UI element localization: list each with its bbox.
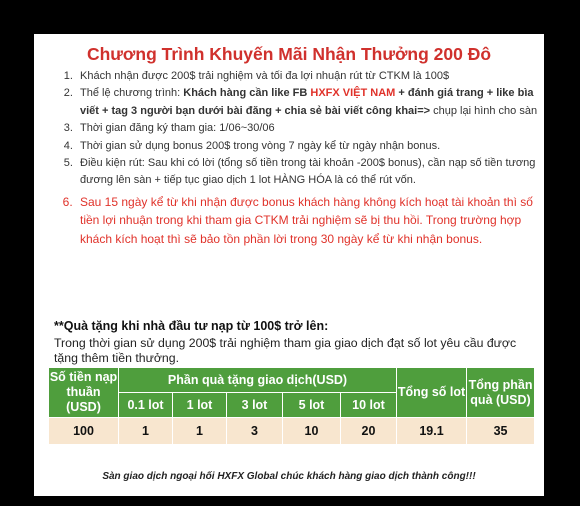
cell-gift: 1: [173, 418, 227, 445]
cell-gift: 3: [227, 418, 283, 445]
header-lot: 3 lot: [227, 393, 283, 418]
page-title: Chương Trình Khuyến Mãi Nhận Thưởng 200 Đô: [86, 44, 492, 64]
rule-item-6: 6. Sau 15 ngày kể từ khi nhận được bonus khách hàng không kích hoạt tài khoản thì số tiền lợi nhuận trong khi tham gia CTKM trải nghiệm sẽ bị thu hồi. Trong trường hợp khách kích hoạt thì sẽ bảo tồn phần lời trong 30 ngày kể từ khi nhận bonus.: [76, 193, 554, 249]
cell-gift: 1: [119, 418, 173, 445]
rules-list: [48, 68, 554, 249]
rule-item-1: 1. Khách nhận được 200$ trải nghiệm và tối đa lợi nhuận rút từ CTKM là 100$: [76, 68, 554, 85]
rule-item-2: [76, 85, 554, 120]
gift-table: [48, 367, 535, 445]
brand-name: HXFX VIỆT NAM: [310, 87, 396, 100]
cell-total-gift: 35: [467, 418, 535, 445]
header-total-gift: Tổng phần quà (USD): [467, 368, 535, 418]
footer-message: Sàn giao dịch ngoại hối HXFX Global chúc khách hàng giao dịch thành công!!!: [102, 471, 476, 482]
rule-2-prefix: Thể lệ chương trình:: [80, 87, 184, 100]
promo-card: [34, 34, 544, 496]
rule-item-5: 5. Điều kiện rút: Sau khi có lời (tổng số tiền trong tài khoản -200$ bonus), cần nạp số tiền tương đương lên sàn + tiếp tục giao dịch 1 lot HÀNG HÓA là có thể rút vốn.: [76, 155, 554, 190]
cell-gift: 10: [283, 418, 341, 445]
header-lot: 0.1 lot: [119, 393, 173, 418]
gift-section-title: **Quà tặng khi nhà đầu tư nạp từ 100$ trở lên:: [54, 319, 329, 333]
header-lot: 5 lot: [283, 393, 341, 418]
table-row: [49, 418, 535, 445]
cell-gift: 20: [341, 418, 397, 445]
cell-deposit: 100: [49, 418, 119, 445]
rule-item-3: 3. Thời gian đăng ký tham gia: 1/06~30/06: [76, 120, 554, 137]
rule-2-bold-start: Khách hàng cần like FB: [183, 87, 311, 100]
header-total-lot: Tổng số lot: [397, 368, 467, 418]
rule-2-bold-end: + đánh giá trang + like bìa viết + tag 3 người bạn dưới bài đăng + chia sẻ bài viết công khai=>: [80, 87, 534, 117]
header-lot: 1 lot: [173, 393, 227, 418]
header-gift-group: Phần quà tặng giao dịch(USD): [119, 368, 397, 393]
rule-2-suffix: chụp lại hình cho sàn: [430, 104, 538, 117]
cell-total-lot: 19.1: [397, 418, 467, 445]
header-deposit: Số tiền nạp thuần (USD): [49, 368, 119, 418]
header-lot: 10 lot: [341, 393, 397, 418]
gift-section-description: Trong thời gian sử dụng 200$ trải nghiệm tham gia giao dịch đạt số lot yêu cầu được tặng thêm tiền thưởng.: [54, 336, 517, 365]
rule-item-4: 4. Thời gian sử dụng bonus 200$ trong vòng 7 ngày kể từ ngày nhận bonus.: [76, 138, 554, 155]
